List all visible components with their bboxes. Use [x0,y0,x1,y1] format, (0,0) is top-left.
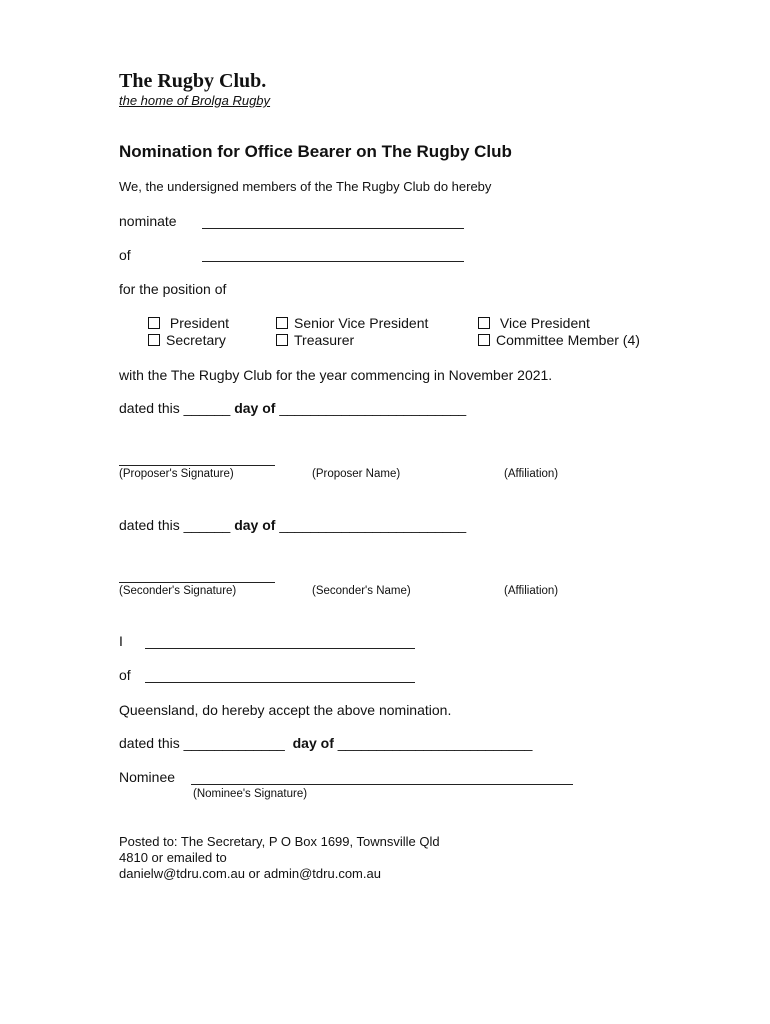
seconder-signature-label: (Seconder's Signature) [119,585,237,597]
checkbox-label: President [169,315,230,331]
page-title: Nomination for Office Bearer on The Rugby Club [119,142,512,161]
nominee-of-field[interactable] [145,682,415,683]
checkbox-secretary[interactable] [148,332,226,348]
checkbox-label: Committee Member (4) [496,332,640,348]
posted-line: Posted to: The Secretary, P O Box 1699, Townsville Qld [119,834,440,849]
day-of-label: day of [234,400,276,416]
checkbox-vice-president[interactable] [478,315,590,331]
proposer-signature-field[interactable] [119,465,275,466]
posted-line-emails: danielw@tdru.com.au or admin@tdru.com.au [119,866,381,881]
dated-month-field[interactable]: ________________________ [279,517,467,533]
of-label: of [119,247,131,263]
checkbox-senior-vice-president[interactable] [276,315,428,331]
club-name: The Rugby Club. [119,70,267,92]
nominee-signature-label: (Nominee's Signature) [193,788,308,800]
day-of-label: day of [234,517,276,533]
seconder-affiliation-label: (Affiliation) [504,585,559,597]
intro-text: We, the undersigned members of the The Rugby Club do hereby [119,179,492,194]
nominate-label: nominate [119,213,177,229]
dated-this-label: dated this [119,400,180,416]
checkbox-icon [478,334,490,346]
position-label: for the position of [119,281,227,297]
checkbox-label: Secretary [166,332,226,348]
dated-day-field[interactable]: _____________ [183,735,285,751]
checkbox-icon [148,334,160,346]
checkbox-president[interactable] [148,315,229,331]
year-text: with the The Rugby Club for the year commencing in November 2021. [119,367,553,383]
checkbox-icon [148,317,160,329]
queensland-text: Queensland, do hereby accept the above nomination. [119,702,452,718]
proposer-name-label: (Proposer Name) [312,468,401,480]
seconder-name-label: (Seconder's Name) [312,585,411,597]
proposer-signature-label: (Proposer's Signature) [119,468,234,480]
checkbox-label: Vice President [499,315,590,331]
checkbox-committee-member[interactable] [478,332,640,348]
dated-day-field[interactable]: ______ [183,517,231,533]
nominee-signature-field[interactable] [191,784,573,785]
checkbox-treasurer[interactable] [276,332,354,348]
i-label: I [119,633,123,649]
dated-this-label: dated this [119,735,180,751]
checkbox-label: Treasurer [294,332,355,348]
checkbox-label: Senior Vice President [294,315,429,331]
dated-this-label: dated this [119,517,180,533]
day-of-label: day of [292,735,334,751]
dated-day-field[interactable]: ______ [183,400,231,416]
tagline: the home of Brolga Rugby [119,93,271,108]
of-field[interactable] [202,261,464,262]
dated-line-proposer [119,400,466,416]
dated-month-field[interactable]: _________________________ [337,735,533,751]
nominee-name-field[interactable] [145,648,415,649]
posted-line: 4810 or emailed to [119,850,227,865]
nominee-of-label: of [119,667,131,683]
checkbox-icon [276,334,288,346]
checkbox-icon [276,317,288,329]
posted-to-block [119,834,440,882]
checkbox-icon [478,317,490,329]
nominate-field[interactable] [202,228,464,229]
seconder-signature-field[interactable] [119,582,275,583]
proposer-affiliation-label: (Affiliation) [504,468,559,480]
dated-month-field[interactable]: ________________________ [279,400,467,416]
nominee-label: Nominee [119,769,176,785]
dated-line-seconder [119,517,466,533]
dated-line-nominee [119,735,532,751]
